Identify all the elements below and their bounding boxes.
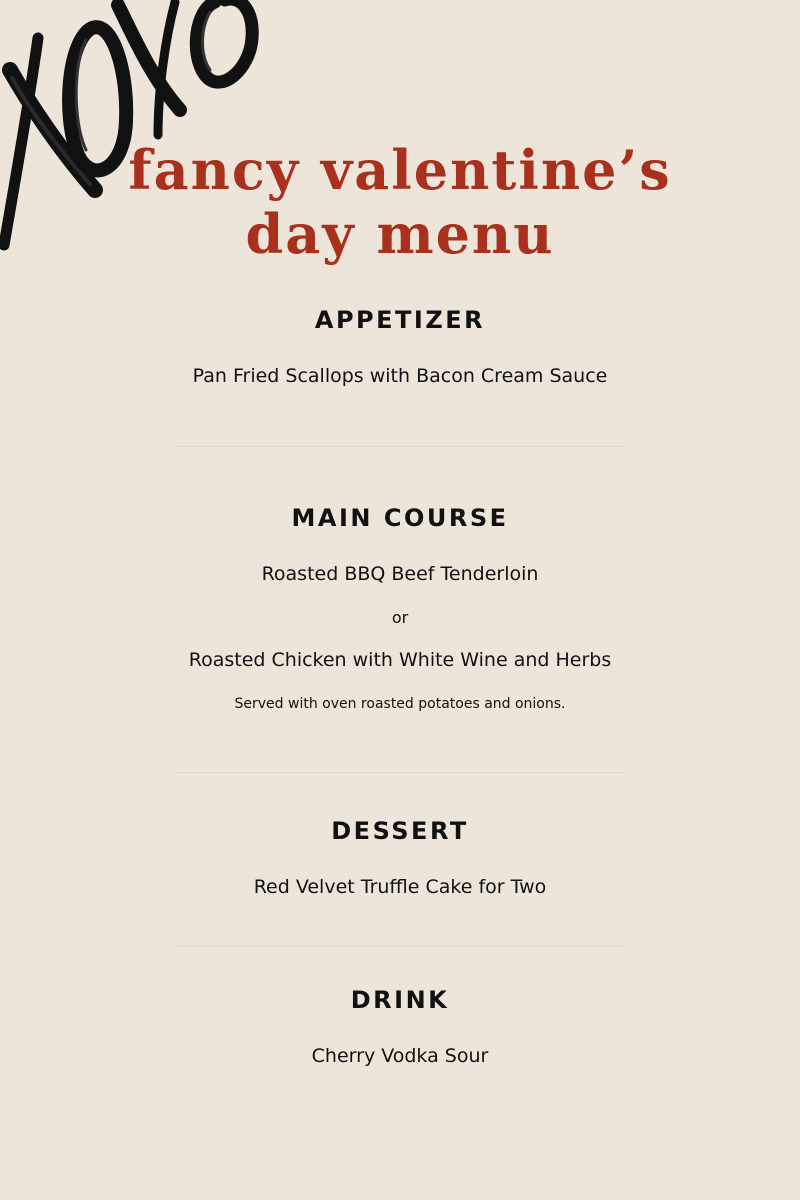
menu-title-line2: day menu bbox=[245, 202, 555, 266]
main-course-or-separator: or bbox=[391, 608, 409, 627]
menu-title bbox=[0, 138, 800, 266]
section-divider bbox=[177, 446, 624, 447]
section-divider bbox=[177, 772, 624, 773]
main-course-heading: MAIN COURSE bbox=[291, 504, 509, 532]
menu-title-line1: fancy valentine’s bbox=[128, 138, 672, 202]
main-course-item-chicken: Roasted Chicken with White Wine and Herbs bbox=[188, 649, 612, 671]
drink-item: Cherry Vodka Sour bbox=[311, 1045, 489, 1067]
section-divider bbox=[177, 946, 624, 947]
appetizer-item: Pan Fried Scallops with Bacon Cream Sauce bbox=[192, 365, 608, 387]
dessert-heading: DESSERT bbox=[331, 817, 469, 845]
main-course-note: Served with oven roasted potatoes and onions. bbox=[234, 696, 566, 712]
dessert-item: Red Velvet Truffle Cake for Two bbox=[253, 876, 547, 898]
drink-heading: DRINK bbox=[350, 986, 450, 1014]
appetizer-heading: APPETIZER bbox=[314, 306, 486, 334]
main-course-item-beef: Roasted BBQ Beef Tenderloin bbox=[261, 563, 539, 585]
